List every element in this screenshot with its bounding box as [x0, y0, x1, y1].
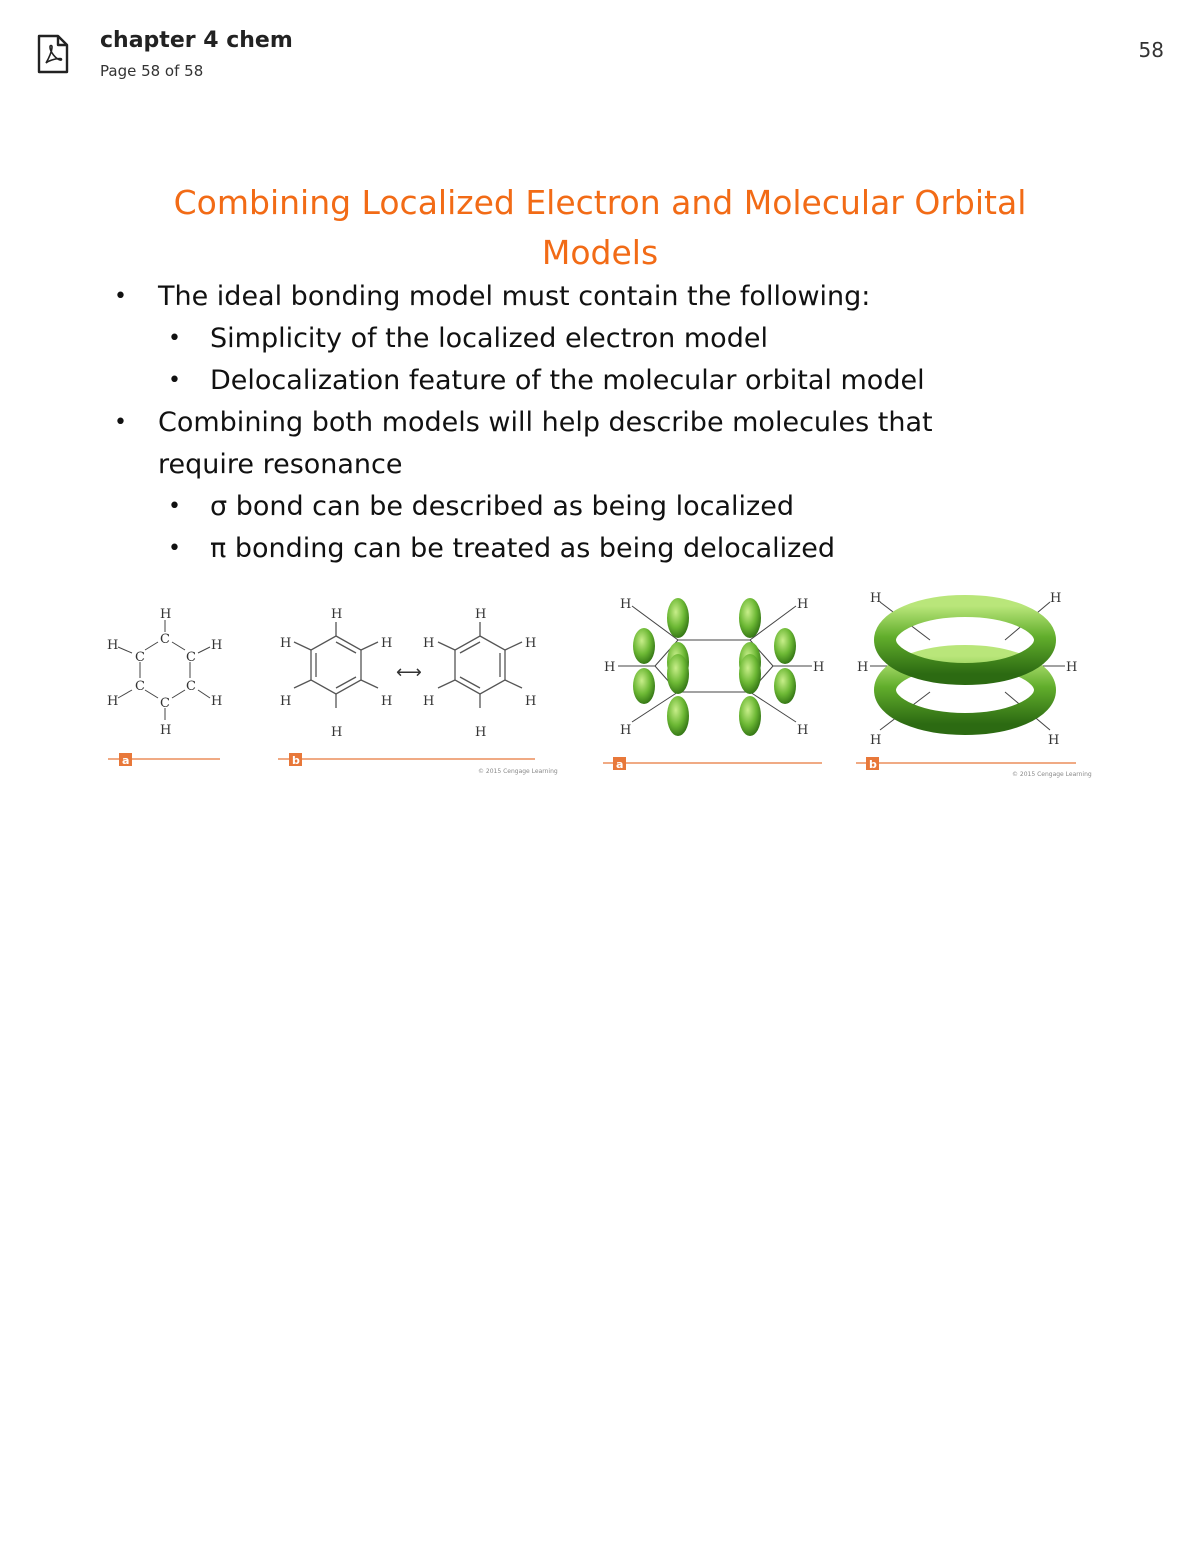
atom-label: H — [475, 725, 487, 740]
slide-title-line-1: Combining Localized Electron and Molecular Orbital — [173, 183, 1027, 222]
atom-label: H — [211, 694, 223, 709]
atom-label: C — [186, 679, 196, 694]
atom-label: H — [1066, 660, 1078, 675]
atom-label: H — [1050, 591, 1062, 606]
sub-bullet-item: • Simplicity of the localized electron model — [168, 323, 768, 354]
atom-label: H — [870, 733, 882, 748]
viewer-header — [0, 0, 1200, 100]
atom-label: C — [135, 679, 145, 694]
atom-label: H — [160, 607, 172, 622]
document-title: chapter 4 chem — [100, 28, 293, 53]
atom-label: H — [1048, 733, 1060, 748]
atom-label: H — [381, 636, 393, 651]
atom-label: H — [331, 607, 343, 622]
atom-label: H — [107, 694, 119, 709]
atom-label: H — [475, 607, 487, 622]
atom-label: H — [620, 723, 632, 738]
figure-1b-resonance-structures — [278, 607, 558, 775]
atom-label: H — [813, 660, 825, 675]
atom-label: H — [331, 725, 343, 740]
atom-label: C — [135, 650, 145, 665]
atom-label: H — [107, 638, 119, 653]
atom-label: H — [797, 723, 809, 738]
atom-label: C — [160, 696, 170, 711]
figure-2a-p-orbitals — [603, 597, 824, 771]
bullet-text: π bonding can be treated as being delocalized — [210, 533, 836, 564]
copyright-notice: © 2015 Cengage Learning — [1012, 771, 1092, 778]
bullet-item: • The ideal bonding model must contain the following: — [114, 281, 871, 312]
bullet-list — [110, 276, 1110, 570]
sub-bullet-item: • Delocalization feature of the molecular orbital model — [168, 365, 925, 396]
figure-canvas — [0, 590, 1200, 790]
slide-title-line-2: Models — [541, 233, 659, 272]
figure-label-a: a — [616, 758, 624, 771]
atom-label: H — [381, 694, 393, 709]
bullet-text: Delocalization feature of the molecular orbital model — [210, 365, 925, 396]
atom-label: H — [797, 597, 809, 612]
atom-label: C — [160, 632, 170, 647]
figure-2b-delocalized-pi-rings — [856, 591, 1092, 778]
pdf-file-icon[interactable] — [36, 34, 70, 74]
sub-bullet-item: • σ bond can be described as being localized — [168, 491, 794, 522]
figure-label-a: a — [122, 754, 130, 767]
figure-label-b: b — [869, 758, 877, 771]
atom-label: H — [160, 723, 172, 738]
copyright-notice: © 2015 Cengage Learning — [478, 768, 558, 775]
bullet-continuation — [110, 444, 1110, 486]
atom-label: H — [423, 694, 435, 709]
atom-label: H — [423, 636, 435, 651]
atom-label: H — [525, 636, 537, 651]
bullet-item: • Combining both models will help describe molecules that — [114, 407, 933, 438]
resonance-arrow: ⟷ — [396, 662, 422, 683]
atom-label: H — [620, 597, 632, 612]
benzene-figures — [0, 590, 1200, 790]
figure-1a-lewis-structure — [107, 607, 222, 767]
atom-label: H — [280, 636, 292, 651]
atom-label: H — [870, 591, 882, 606]
atom-label: H — [604, 660, 616, 675]
sub-bullet-item: • π bonding can be treated as being delocalized — [168, 533, 836, 564]
atom-label: H — [280, 694, 292, 709]
atom-label: C — [186, 650, 196, 665]
bullet-text: require resonance — [158, 449, 403, 480]
bullet-text: Combining both models will help describe molecules that — [158, 407, 933, 438]
page-number: 58 — [1138, 38, 1164, 62]
bullet-text: The ideal bonding model must contain the following: — [158, 281, 871, 312]
figure-label-b: b — [292, 754, 300, 767]
bullet-text: Simplicity of the localized electron model — [210, 323, 768, 354]
slide-title — [120, 178, 1080, 278]
bullet-text: σ bond can be described as being localized — [210, 491, 794, 522]
atom-label: H — [211, 638, 223, 653]
page-indicator: Page 58 of 58 — [100, 62, 204, 80]
atom-label: H — [525, 694, 537, 709]
atom-label: H — [857, 660, 869, 675]
